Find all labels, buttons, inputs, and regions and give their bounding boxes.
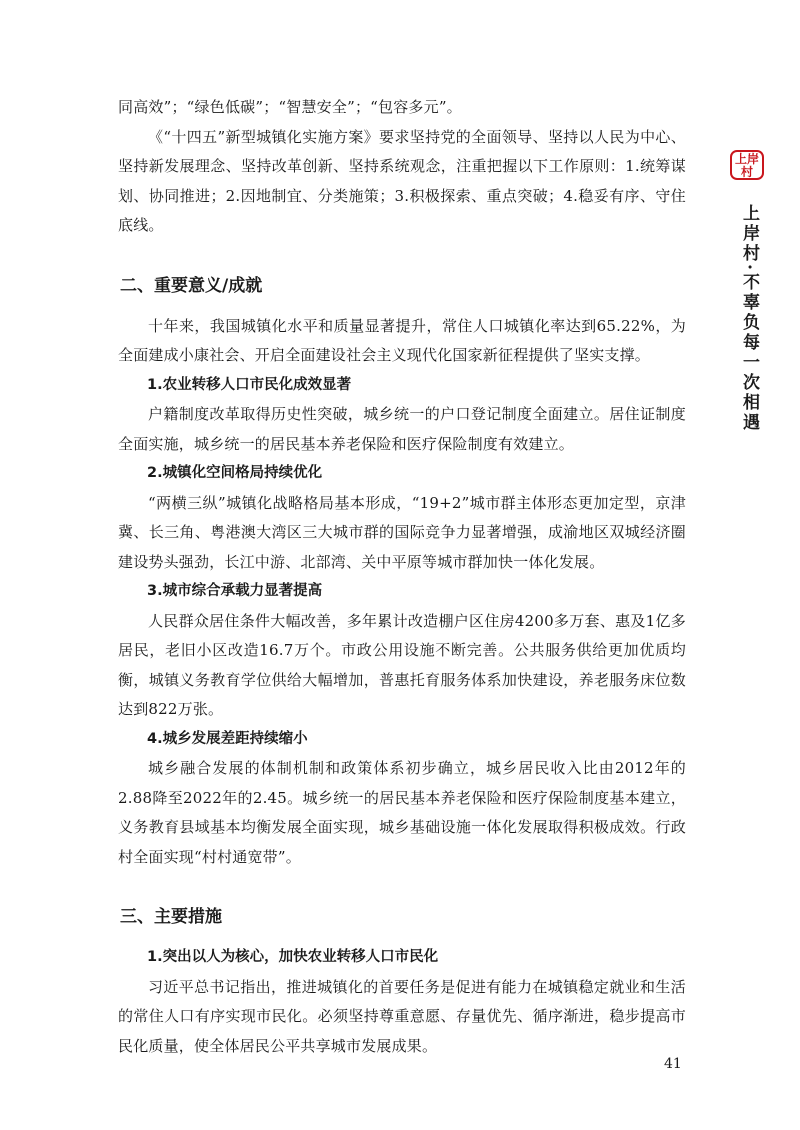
side-brand-mark [729,150,769,433]
paragraph-continued: 同高效”；“绿色低碳”；“智慧安全”；“包容多元”。 [118,98,462,116]
section-heading-measures: 三、主要措施 [120,907,222,927]
paragraph-citizenization: 户籍制度改革取得历史性突破，城乡统一的户口登记制度全面建立。居住证制度全面实施，城乡统一的居民基本养老保险和医疗保险制度有效建立。 [118,405,686,453]
subheading-carrying-capacity: 3.城市综合承载力显著提高 [147,583,323,599]
paragraph-people-centered: 习近平总书记指出，推进城镇化的首要任务是促进有能力在城镇稳定就业和生活的常住人口有序实现市民化。必须坚持尊重意愿、存量优先、循序渐进，稳步提高市民化质量，使全体居民公平共享城市发展成果。 [118,977,686,1055]
paragraph-significance-intro: 十年来，我国城镇化水平和质量显著提升，常住人口城镇化率达到65.22%，为全面建成小康社会、开启全面建设社会主义现代化国家新征程提供了坚实支撑。 [118,316,686,364]
section-heading-significance: 二、重要意义/成就 [120,275,263,296]
subheading-citizenization: 1.农业转移人口市民化成效显著 [147,376,352,393]
document-body [118,93,686,1061]
vertical-slogan: 上岸村·不辜负每一次相遇 [739,204,759,433]
paragraph-spatial-pattern: “两横三纵”城镇化战略格局基本形成，“19+2”城市群主体形态更加定型，京津冀、长三角、粤港澳大湾区三大城市群的国际竞争力显著增强，成渝地区双城经济圈建设势头强劲，长江中游、北部湾、关中平原等城市群加快一体化发展。 [118,493,686,571]
paragraph-work-principles: 《“十四五”新型城镇化实施方案》要求坚持党的全面领导、坚持以人民为中心、坚持新发展理念、坚持改革创新、坚持系统观念，注重把握以下工作原则：1.统筹谋划、协同推进；2.因地制宜、分类施策；3.积极探索、重点突破；4.稳妥有序、守住底线。 [118,127,686,234]
subheading-spatial-pattern: 2.城镇化空间格局持续优化 [147,465,323,481]
seal-logo: 上岸村 [730,150,764,180]
page-number: 41 [664,1056,682,1072]
subheading-urban-rural-gap: 4.城乡发展差距持续缩小 [147,730,308,747]
subheading-people-centered: 1.突出以人为核心，加快农业转移人口市民化 [147,949,439,965]
paragraph-urban-rural-gap: 城乡融合发展的体制机制和政策体系初步确立，城乡居民收入比由2012年的2.88降至2022年的2.45。城乡统一的居民基本养老保险和医疗保险制度基本建立，义务教育县域基本均衡发展全面实现，城乡基础设施一体化发展取得积极成效。行政村全面实现“村村通宽带”。 [118,759,686,866]
paragraph-carrying-capacity: 人民群众居住条件大幅改善，多年累计改造棚户区住房4200多万套、惠及1亿多居民，老旧小区改造16.7万个。市政公用设施不断完善。公共服务供给更加优质均衡，城镇义务教育学位供给大幅增加，普惠托育服务体系加快建设，养老服务床位数达到822万张。 [118,611,686,718]
